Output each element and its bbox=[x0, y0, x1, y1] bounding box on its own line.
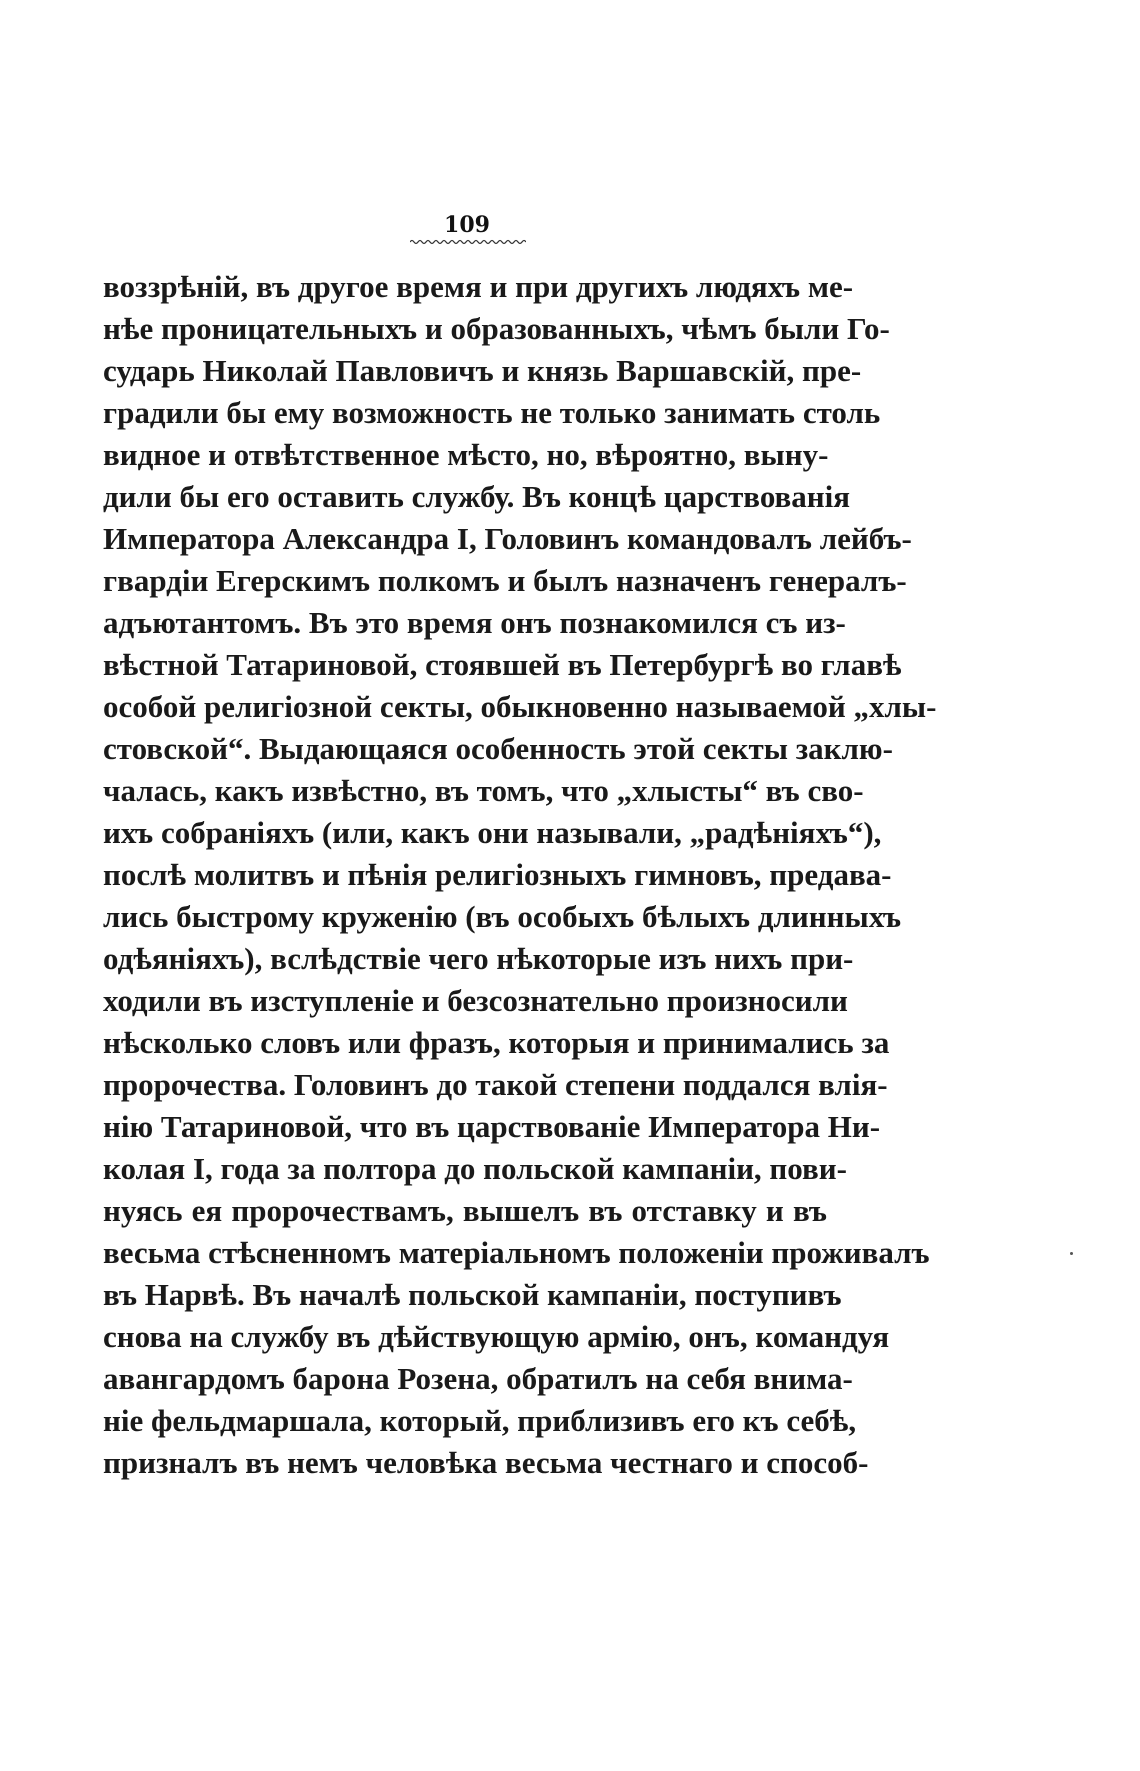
text-line: нію Татариновой, что въ царствованіе Императора Ни- bbox=[103, 1109, 881, 1144]
text-line: гвардіи Егерскимъ полкомъ и былъ назначенъ генералъ- bbox=[103, 563, 907, 598]
text-line: призналъ въ немъ человѣка весьма честнаго и способ- bbox=[103, 1445, 869, 1480]
text-line: вѣстной Татариновой, стоявшей въ Петербургѣ во главѣ bbox=[103, 647, 902, 682]
text-line: нѣсколько словъ или фразъ, которыя и принимались за bbox=[103, 1025, 890, 1060]
text-line: адъютантомъ. Въ это время онъ познакомился съ из- bbox=[103, 605, 846, 640]
text-line: дили бы его оставить службу. Въ концѣ царствованія bbox=[103, 479, 851, 514]
text-line: ихъ собраніяхъ (или, какъ они называли, „радѣніяхъ“), bbox=[103, 815, 882, 850]
text-line: ніе фельдмаршала, который, приблизивъ его къ себѣ, bbox=[103, 1403, 857, 1438]
text-line: чалась, какъ извѣстно, въ томъ, что „хлысты“ въ сво- bbox=[103, 773, 864, 808]
text-line: авангардомъ барона Розена, обратилъ на себя внима- bbox=[103, 1361, 853, 1396]
text-line: одѣяніяхъ), вслѣдствіе чего нѣкоторые изъ нихъ при- bbox=[103, 941, 854, 976]
text-line: ходили въ изступленіе и безсознательно произносили bbox=[103, 983, 848, 1018]
text-line: весьма стѣсненномъ матеріальномъ положеніи проживалъ bbox=[103, 1235, 930, 1270]
text-line: нуясь ея пророчествамъ, вышелъ въ отставку и въ bbox=[103, 1193, 827, 1228]
text-line: въ Нарвѣ. Въ началѣ польской кампаніи, поступивъ bbox=[103, 1277, 842, 1312]
text-line: колая I, года за полтора до польской кампаніи, пови- bbox=[103, 1151, 847, 1186]
text-line: лись быстрому круженію (въ особыхъ бѣлыхъ длинныхъ bbox=[103, 899, 902, 934]
text-line: пророчества. Головинъ до такой степени поддался влія- bbox=[103, 1067, 888, 1102]
text-line: стовской“. Выдающаяся особенность этой секты заклю- bbox=[103, 731, 893, 766]
text-line: сударь Николай Павловичъ и князь Варшавскій, пре- bbox=[103, 353, 862, 388]
text-line: особой религіозной секты, обыкновенно называемой „хлы- bbox=[103, 689, 937, 724]
text-line: нѣе проницательныхъ и образованныхъ, чѣмъ были Го- bbox=[103, 311, 890, 346]
page-number: 109 bbox=[444, 212, 490, 238]
page-number-ornament-icon bbox=[410, 238, 526, 246]
text-line: Императора Александра I, Головинъ командовалъ лейбъ- bbox=[103, 521, 912, 556]
text-line: снова на службу въ дѣйствующую армію, онъ, командуя bbox=[103, 1319, 890, 1354]
scan-speck bbox=[1070, 1252, 1073, 1255]
text-line: послѣ молитвъ и пѣнія религіозныхъ гимновъ, предава- bbox=[103, 857, 892, 892]
body-text bbox=[103, 266, 937, 1484]
text-line: градили бы ему возможность не только занимать столь bbox=[103, 395, 881, 430]
text-line: воззрѣній, въ другое время и при другихъ людяхъ ме- bbox=[103, 269, 854, 304]
text-line: видное и отвѣтственное мѣсто, но, вѣроятно, выну- bbox=[103, 437, 829, 472]
